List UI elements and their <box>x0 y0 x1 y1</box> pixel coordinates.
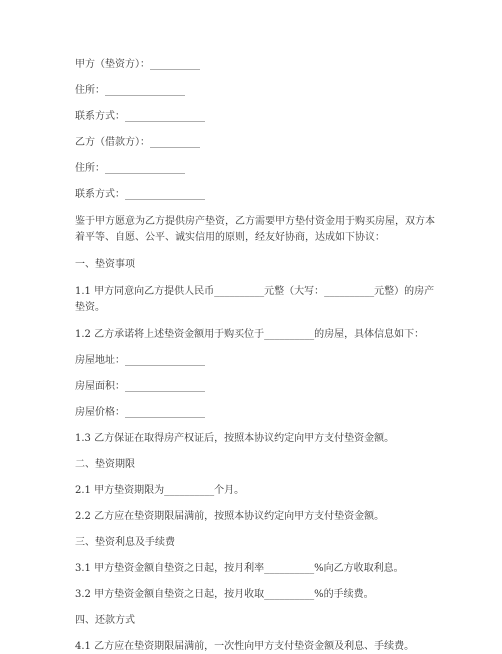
clause-3-2: 3.2 甲方垫资金额自垫资之日起，按月收取__________%的手续费。 <box>75 589 374 600</box>
clause-1-1: 1.1 甲方同意向乙方提供人民币__________元整（大写：__________元整）的房产垫资。 <box>75 286 435 313</box>
house-area: 房屋面积：________________ <box>75 381 205 392</box>
party-a-contact: 联系方式：________________ <box>75 111 205 122</box>
clause-2-2: 2.2 乙方应在垫资期限届满前，按照本协议约定向甲方支付垫资金额。 <box>75 511 385 522</box>
intro-paragraph: 鉴于甲方愿意为乙方提供房产垫资，乙方需要甲方垫付资金用于购买房屋，双方本着平等、自愿、公平、诚实信用的原则，经友好协商，达成如下协议： <box>75 216 435 243</box>
clause-2-1: 2.1 甲方垫资期限为__________个月。 <box>75 485 245 496</box>
clause-1-3: 1.3 乙方保证在取得房产权证后，按照本协议约定向甲方支付垫资金额。 <box>75 433 395 444</box>
party-a-address: 住所：________________ <box>75 85 185 96</box>
house-price: 房屋价格：________________ <box>75 407 205 418</box>
party-b-address: 住所：________________ <box>75 163 185 174</box>
party-b-heading: 乙方（借款方）：__________ <box>75 137 200 148</box>
section-3-title: 三、垫资利息及手续费 <box>75 537 175 548</box>
section-4-title: 四、还款方式 <box>75 615 135 626</box>
clause-1-2: 1.2 乙方承诺将上述垫资金额用于购买位于__________的房屋，具体信息如下： <box>75 329 425 340</box>
section-1-title: 一、垫资事项 <box>75 259 135 270</box>
clause-3-1: 3.1 甲方垫资金额自垫资之日起，按月利率__________%向乙方收取利息。 <box>75 563 404 574</box>
party-a-heading: 甲方（垫资方）：__________ <box>75 59 200 70</box>
party-b-contact: 联系方式：________________ <box>75 189 205 200</box>
section-2-title: 二、垫资期限 <box>75 459 135 470</box>
house-address: 房屋地址：________________ <box>75 355 205 366</box>
clause-4-1: 4.1 乙方应在垫资期限届满前，一次性向甲方支付垫资金额及利息、手续费。 <box>75 641 415 652</box>
